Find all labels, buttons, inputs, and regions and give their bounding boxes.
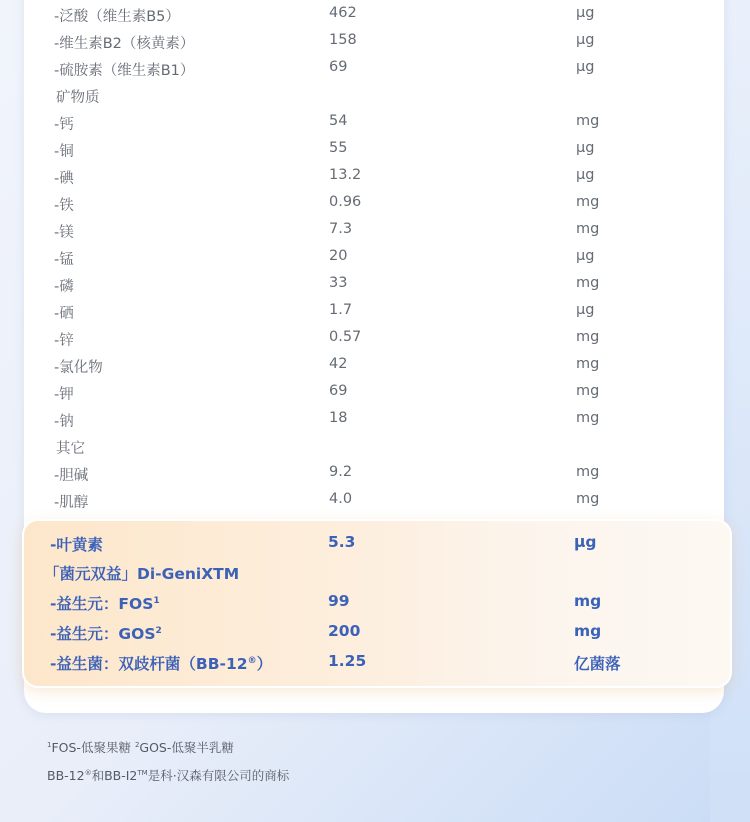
nutrient-value: 33 [329,275,348,291]
footnote-gos: GOS-低聚半乳糖 [139,740,234,755]
bb12-name [50,652,272,674]
table-row [24,271,724,298]
table-row [24,433,724,460]
trademark-and-bbi2: 和BB-I2 [91,768,138,783]
lutein-name: -叶黄素 [50,536,103,554]
table-row [24,28,724,55]
table-row [24,1,724,28]
fos-value: 99 [328,592,350,610]
nutrient-unit: μg [576,32,595,48]
nutrient-value: 54 [329,113,348,129]
gos-name-text: -益生元：GOS [50,625,156,643]
nutrient-name: -钠 [54,414,74,430]
nutrient-unit: mg [576,329,600,345]
lutein-row [24,529,730,559]
digenix-label: 「菌元双益」Di-GeniXTM [44,565,240,583]
nutrient-unit: μg [576,140,595,156]
table-row [24,298,724,325]
table-row [24,109,724,136]
fos-unit: mg [574,592,602,610]
nutrient-unit: mg [576,221,600,237]
nutrient-value: 69 [329,383,348,399]
nutrient-unit: mg [576,464,600,480]
lutein-value: 5.3 [328,533,356,551]
bb12-name-suffix: ） [256,655,273,673]
nutrient-unit: mg [576,410,600,426]
nutrient-unit: mg [576,275,600,291]
footnote-line-1 [47,738,234,756]
bb12-value: 1.25 [328,652,367,670]
trademark-tm-mark: TM [137,768,148,777]
nutrient-unit: mg [576,194,600,210]
gos-footnote-mark: 2 [155,625,162,636]
footnote-line-2 [47,766,289,784]
nutrient-name: -钾 [54,387,74,403]
nutrient-value: 55 [329,140,348,156]
fos-name [50,592,160,614]
nutrient-name: -锌 [54,333,74,349]
nutrient-unit: mg [576,383,600,399]
nutrient-value: 69 [329,59,348,75]
table-row [24,55,724,82]
nutrient-value: 13.2 [329,167,362,183]
nutrient-name: -氯化物 [54,360,103,376]
table-row [24,82,724,109]
nutrient-name: -镁 [54,225,74,241]
gos-name [50,622,162,644]
nutrient-name: -钙 [54,117,74,133]
table-row [24,325,724,352]
section-heading: 其它 [56,441,85,457]
nutrient-value: 0.96 [329,194,362,210]
nutrient-value: 4.0 [329,491,353,507]
bb12-row [24,648,730,678]
nutrient-unit: μg [576,302,595,318]
table-row [24,352,724,379]
nutrient-value: 0.57 [329,329,362,345]
trademark-bb12: BB-12 [47,768,85,783]
fos-name-text: -益生元：FOS [50,595,154,613]
gos-value: 200 [328,622,361,640]
nutrient-unit: μg [576,248,595,264]
fos-footnote-mark: 1 [153,595,160,606]
gos-unit: mg [574,622,602,640]
table-row [24,244,724,271]
fos-row [24,588,730,618]
nutrient-name: -泛酸（维生素B5） [54,9,180,25]
table-row [24,406,724,433]
table-row [24,217,724,244]
nutrient-value: 462 [329,5,357,21]
nutrient-value: 1.7 [329,302,353,318]
table-row [24,460,724,487]
table-row [24,163,724,190]
table-row [24,190,724,217]
nutrient-value: 9.2 [329,464,353,480]
nutrient-unit: μg [576,167,595,183]
nutrient-value: 7.3 [329,221,353,237]
trademark-registered-mark: ® [84,768,92,777]
nutrient-value: 20 [329,248,348,264]
nutrient-unit: mg [576,113,600,129]
nutrient-value: 42 [329,356,348,372]
nutrient-name: -肌醇 [54,495,89,511]
nutrient-name: -维生素B2（核黄素） [54,36,195,52]
nutrient-name: -磷 [54,279,74,295]
nutrient-name: -硫胺素（维生素B1） [54,63,195,79]
nutrient-unit: mg [576,356,600,372]
bb12-unit: 亿菌落 [574,655,621,673]
footnote-mark-2: 2 [134,740,140,749]
highlight-panel [22,519,732,688]
nutrient-value: 158 [329,32,357,48]
bb12-registered-mark: ® [247,655,257,666]
nutrient-name: -铜 [54,144,74,160]
trademark-owner: 是科·汉森有限公司的商标 [147,768,290,783]
digenix-row [24,558,730,588]
gos-row [24,618,730,648]
nutrient-name: -锰 [54,252,74,268]
bb12-name-prefix: -益生菌：双歧杆菌（BB-12 [50,655,248,673]
table-row [24,379,724,406]
nutrient-unit: mg [576,491,600,507]
nutrient-value: 18 [329,410,348,426]
nutrient-unit: μg [576,5,595,21]
nutrient-name: -碘 [54,171,74,187]
nutrient-name: -铁 [54,198,74,214]
footnote-mark-1: 1 [47,740,52,749]
table-row [24,487,724,514]
nutrient-unit: μg [576,59,595,75]
footnote-fos: FOS-低聚果糖 [51,740,131,755]
table-row [24,136,724,163]
nutrient-name: -硒 [54,306,74,322]
nutrient-name: -胆碱 [54,468,89,484]
section-heading: 矿物质 [56,90,100,106]
lutein-unit: μg [574,533,597,551]
